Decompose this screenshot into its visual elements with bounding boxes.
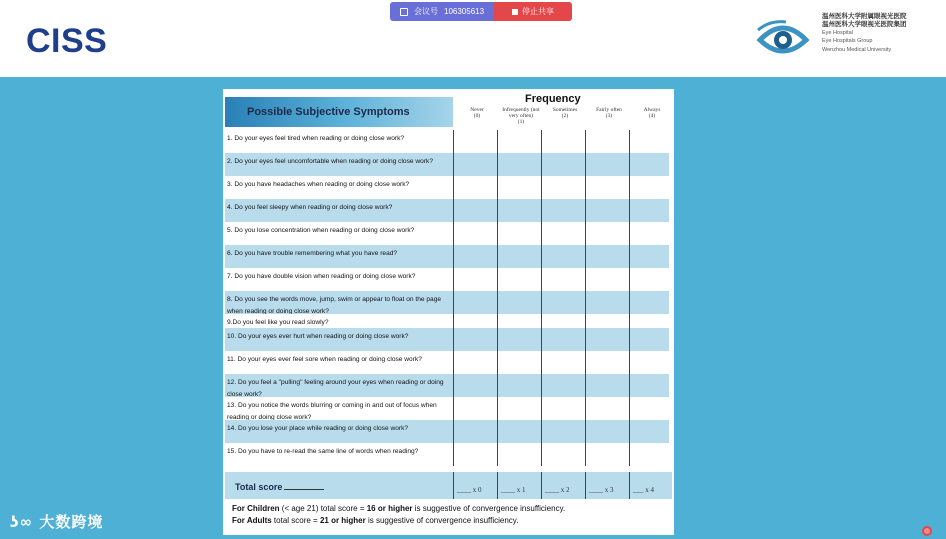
column-header: Fairly often (3)	[596, 107, 622, 119]
table-row	[225, 374, 672, 397]
question-grid	[225, 130, 672, 499]
stop-icon	[512, 9, 518, 15]
answer-cell[interactable]	[497, 374, 541, 397]
symptoms-header: Possible Subjective Symptoms	[225, 97, 453, 127]
table-row	[225, 130, 672, 153]
answer-cell[interactable]	[497, 176, 541, 199]
meeting-share-bar	[390, 2, 572, 21]
answer-cell[interactable]	[453, 420, 497, 443]
answer-cell[interactable]	[541, 351, 585, 374]
total-score-row	[225, 472, 672, 499]
answer-cell[interactable]	[585, 351, 629, 374]
meeting-id-value: 106305613	[444, 7, 485, 16]
lock-icon	[400, 8, 408, 16]
answer-cell[interactable]	[629, 176, 669, 199]
answer-cell[interactable]	[497, 245, 541, 268]
answer-cell[interactable]	[453, 153, 497, 176]
answer-cell[interactable]	[497, 351, 541, 374]
question-text: 12. Do you feel a "pulling" feeling around your eyes when reading or doing close work?	[225, 374, 453, 397]
question-text: 4. Do you feel sleepy when reading or doing close work?	[225, 199, 453, 222]
table-row	[225, 222, 672, 245]
column-header: Never (0)	[470, 107, 484, 119]
answer-cell[interactable]	[497, 130, 541, 153]
answer-cell[interactable]	[497, 268, 541, 291]
table-header	[225, 91, 672, 128]
answer-cell[interactable]	[585, 130, 629, 153]
answer-cell[interactable]	[497, 443, 541, 466]
answer-cell[interactable]	[497, 199, 541, 222]
answer-cell[interactable]	[453, 291, 497, 314]
answer-cell[interactable]	[541, 153, 585, 176]
question-text: 13. Do you notice the words blurring or coming in and out of focus when reading or doing close work?	[227, 402, 437, 420]
question-text: 3. Do you have headaches when reading or doing close work?	[227, 181, 410, 188]
answer-cell[interactable]	[585, 245, 629, 268]
column-header: Infrequently (not very often) (1)	[502, 107, 540, 125]
table-row	[225, 443, 672, 466]
answer-cell[interactable]	[453, 176, 497, 199]
question-text: 2. Do your eyes feel uncomfortable when reading or doing close work?	[225, 153, 453, 176]
question-text: 14. Do you lose your place while reading or doing close work?	[225, 420, 453, 443]
answer-cell[interactable]	[585, 374, 629, 397]
multiplier: ____ x 2	[541, 472, 585, 499]
answer-cell[interactable]	[541, 374, 585, 397]
table-row	[225, 153, 672, 176]
table-row	[225, 268, 672, 291]
answer-cell[interactable]	[497, 222, 541, 245]
question-text: 8. Do you see the words move, jump, swim or appear to float on the page when reading or doing close work?	[225, 291, 453, 314]
watermark-brand: ʖ∞ 大数跨境	[10, 513, 104, 531]
question-text: 10. Do your eyes ever hurt when reading or doing close work?	[225, 328, 453, 351]
ciss-questionnaire	[223, 89, 674, 535]
hospital-cn-line2: 温州医科大学眼视光医院集团	[822, 20, 907, 29]
answer-cell[interactable]	[453, 314, 497, 328]
answer-cell[interactable]	[629, 245, 669, 268]
answer-cell[interactable]	[585, 222, 629, 245]
hospital-en-line2: Eye Hospitals Group	[822, 38, 873, 45]
answer-cell[interactable]	[585, 176, 629, 199]
answer-cell[interactable]	[629, 443, 669, 466]
answer-cell[interactable]	[453, 328, 497, 351]
answer-cell[interactable]	[541, 420, 585, 443]
question-text: 1. Do your eyes feel tired when reading or doing close work?	[227, 135, 405, 142]
table-row	[225, 420, 672, 443]
answer-cell[interactable]	[585, 199, 629, 222]
answer-cell[interactable]	[541, 176, 585, 199]
answer-cell[interactable]	[585, 328, 629, 351]
column-header: Always (4)	[643, 107, 661, 119]
answer-cell[interactable]	[541, 268, 585, 291]
answer-cell[interactable]	[585, 443, 629, 466]
column-header: Sometimes (2)	[552, 107, 578, 119]
answer-cell[interactable]	[497, 397, 541, 420]
answer-cell[interactable]	[453, 397, 497, 420]
answer-cell[interactable]	[541, 245, 585, 268]
question-text: 9.Do you feel like you read slowly?	[227, 319, 329, 326]
answer-cell[interactable]	[629, 328, 669, 351]
answer-cell[interactable]	[629, 397, 669, 420]
answer-cell[interactable]	[585, 153, 629, 176]
answer-cell[interactable]	[453, 130, 497, 153]
question-text: 6. Do you have trouble remembering what you have read?	[225, 245, 453, 268]
answer-cell[interactable]	[629, 314, 669, 328]
answer-cell[interactable]	[629, 351, 669, 374]
multiplier: ____ x 3	[585, 472, 629, 499]
recording-indicator-icon[interactable]	[922, 526, 932, 536]
answer-cell[interactable]	[453, 268, 497, 291]
table-row	[225, 291, 672, 314]
multiplier: ____ x 0	[453, 472, 497, 499]
answer-cell[interactable]	[541, 130, 585, 153]
answer-cell[interactable]	[453, 351, 497, 374]
answer-cell[interactable]	[453, 443, 497, 466]
answer-cell[interactable]	[585, 291, 629, 314]
answer-cell[interactable]	[629, 222, 669, 245]
total-score-label: Total score	[225, 472, 453, 499]
multiplier: ____ x 1	[497, 472, 541, 499]
hospital-en-line3: Wenzhou Medical University	[822, 46, 892, 53]
meeting-id-label: 会议号	[414, 7, 438, 16]
question-text: 5. Do you lose concentration when reading or doing close work?	[227, 227, 415, 234]
table-row	[225, 245, 672, 268]
adults-note: For Adults total score = 21 or higher is suggestive of convergence insufficiency.	[232, 516, 519, 525]
answer-cell[interactable]	[541, 199, 585, 222]
multiplier: ___ x 4	[629, 472, 669, 499]
answer-cell[interactable]	[541, 397, 585, 420]
answer-cell[interactable]	[497, 328, 541, 351]
answer-cell[interactable]	[497, 314, 541, 328]
table-row	[225, 328, 672, 351]
answer-cell[interactable]	[497, 420, 541, 443]
answer-cell[interactable]	[629, 291, 669, 314]
answer-cell[interactable]	[541, 291, 585, 314]
page-title: CISS	[26, 22, 108, 60]
answer-cell[interactable]	[453, 222, 497, 245]
question-text: 11. Do your eyes ever feel sore when reading or doing close work?	[227, 356, 422, 363]
frequency-title: Frequency	[525, 93, 581, 105]
hospital-name	[822, 12, 907, 54]
children-note: For Children (< age 21) total score = 16 or higher is suggestive of convergence insufficiency.	[232, 504, 566, 513]
answer-cell[interactable]	[629, 268, 669, 291]
hospital-logo-icon	[756, 16, 810, 62]
answer-cell[interactable]	[629, 130, 669, 153]
answer-cell[interactable]	[541, 314, 585, 328]
answer-cell[interactable]	[541, 222, 585, 245]
stop-share-button[interactable]	[494, 2, 572, 21]
table-row	[225, 351, 672, 374]
answer-cell[interactable]	[629, 199, 669, 222]
answer-cell[interactable]	[585, 397, 629, 420]
question-text: 7. Do you have double vision when reading or doing close work?	[227, 273, 416, 280]
table-row	[225, 176, 672, 199]
answer-cell[interactable]	[541, 443, 585, 466]
answer-cell[interactable]	[585, 268, 629, 291]
header-bar	[0, 0, 946, 77]
answer-cell[interactable]	[541, 328, 585, 351]
stop-share-label: 停止共享	[522, 7, 555, 16]
table-row	[225, 314, 672, 328]
answer-cell[interactable]	[629, 153, 669, 176]
answer-cell[interactable]	[497, 153, 541, 176]
answer-cell[interactable]	[453, 245, 497, 268]
table-row	[225, 199, 672, 222]
answer-cell[interactable]	[629, 374, 669, 397]
answer-cell[interactable]	[497, 291, 541, 314]
table-row	[225, 397, 672, 420]
scoring-notes	[232, 503, 565, 527]
watermark-logo-icon: ʖ∞	[10, 513, 40, 531]
answer-cell[interactable]	[629, 420, 669, 443]
hospital-en-line1: Eye Hospital	[822, 29, 853, 36]
answer-cell[interactable]	[585, 314, 629, 328]
answer-cell[interactable]	[453, 199, 497, 222]
hospital-cn-line1: 温州医科大学附属眼视光医院	[822, 12, 907, 20]
meeting-id-button[interactable]	[390, 2, 494, 21]
question-text: 15. Do you have to re-read the same line of words when reading?	[227, 448, 419, 455]
answer-cell[interactable]	[453, 374, 497, 397]
answer-cell[interactable]	[585, 420, 629, 443]
